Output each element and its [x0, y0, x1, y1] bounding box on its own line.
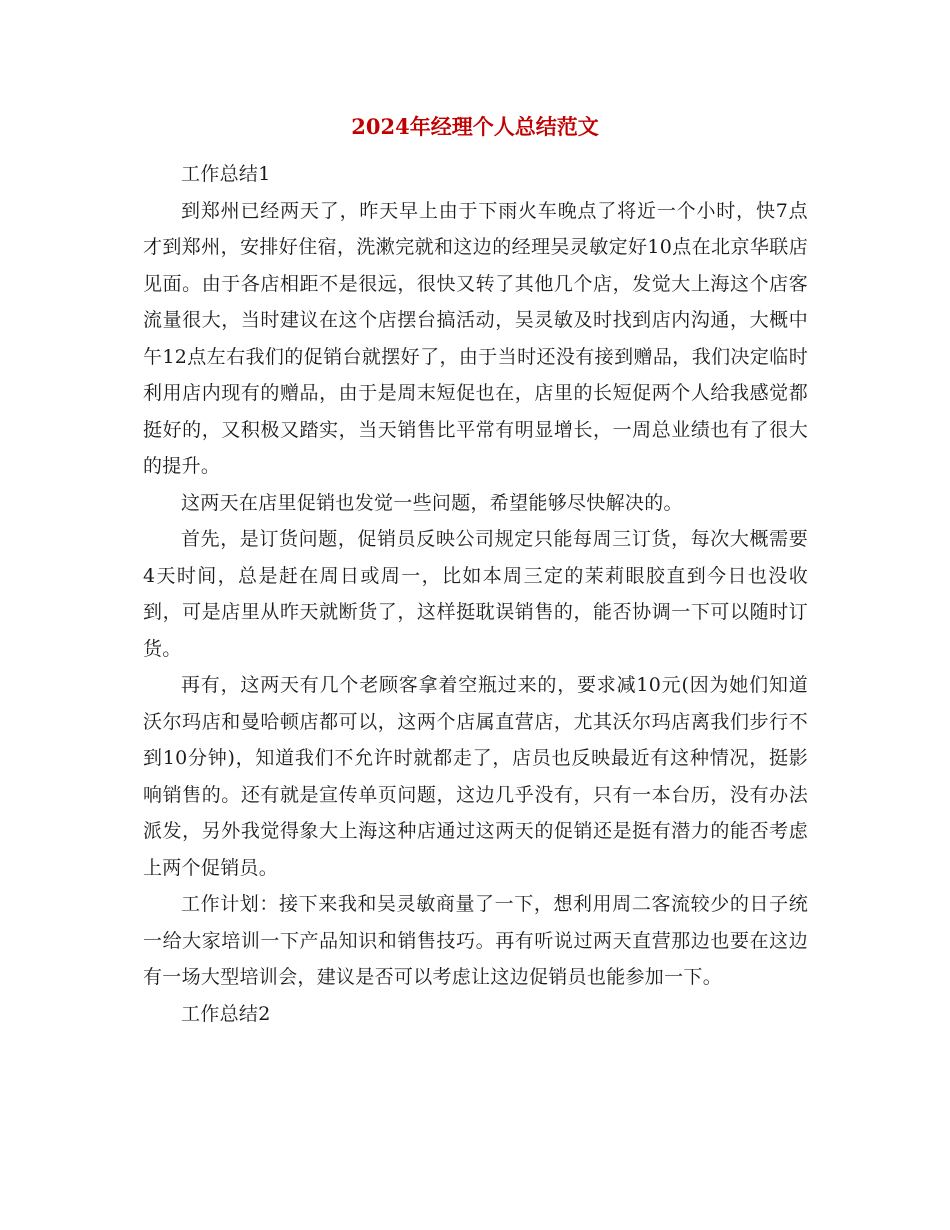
- document-body: [143, 156, 808, 1032]
- paragraph-arrival: 到郑州已经两天了，昨天早上由于下雨火车晚点了将近一个小时，快7点才到郑州，安排好住宿，洗漱完就和这边的经理吴灵敏定好10点在北京华联店见面。由于各店相距不是很远，很快又转了其他几个店，发觉大上海这个店客流量很大，当时建议在这个店摆台搞活动，吴灵敏及时找到店内沟通，大概中午12点左右我们的促销台就摆好了，由于当时还没有接到赠品，我们决定临时利用店内现有的赠品，由于是周末短促也在，店里的长短促两个人给我感觉都挺好的，又积极又踏实，当天销售比平常有明显增长，一周总业绩也有了很大的提升。: [143, 199, 808, 477]
- section-heading-2: 工作总结2: [181, 1002, 271, 1025]
- paragraph-customer-issue: 再有，这两天有几个老顾客拿着空瓶过来的，要求减10元(因为她们知道沃尔玛店和曼哈顿店都可以，这两个店属直营店，尤其沃尔玛店离我们步行不到10分钟)，知道我们不允许时就都走了，店员也反映最近有这种情况，挺影响销售的。还有就是宣传单页问题，这边几乎没有，只有一本台历，没有办法派发，另外我觉得象大上海这种店通过这两天的促销还是挺有潜力的能否考虑上两个促销员。: [143, 674, 808, 879]
- document-title: 2024年经理个人总结范文: [351, 114, 599, 139]
- paragraph-work-plan: 工作计划：接下来我和吴灵敏商量了一下，想利用周二客流较少的日子统一给大家培训一下产品知识和销售技巧。再有听说过两天直营那边也要在这边有一场大型培训会，建议是否可以考虑让这边促销员也能参加一下。: [143, 893, 808, 988]
- paragraph-ordering-issue: 首先，是订货问题，促销员反映公司规定只能每周三订货，每次大概需要4天时间，总是赶在周日或周一，比如本周三定的茉莉眼胶直到今日也没收到，可是店里从昨天就断货了，这样挺耽误销售的，能否协调一下可以随时订货。: [143, 528, 808, 660]
- section-heading-1: 工作总结1: [181, 163, 271, 185]
- paragraph-issues-intro: 这两天在店里促销也发觉一些问题，希望能够尽快解决的。: [181, 491, 683, 514]
